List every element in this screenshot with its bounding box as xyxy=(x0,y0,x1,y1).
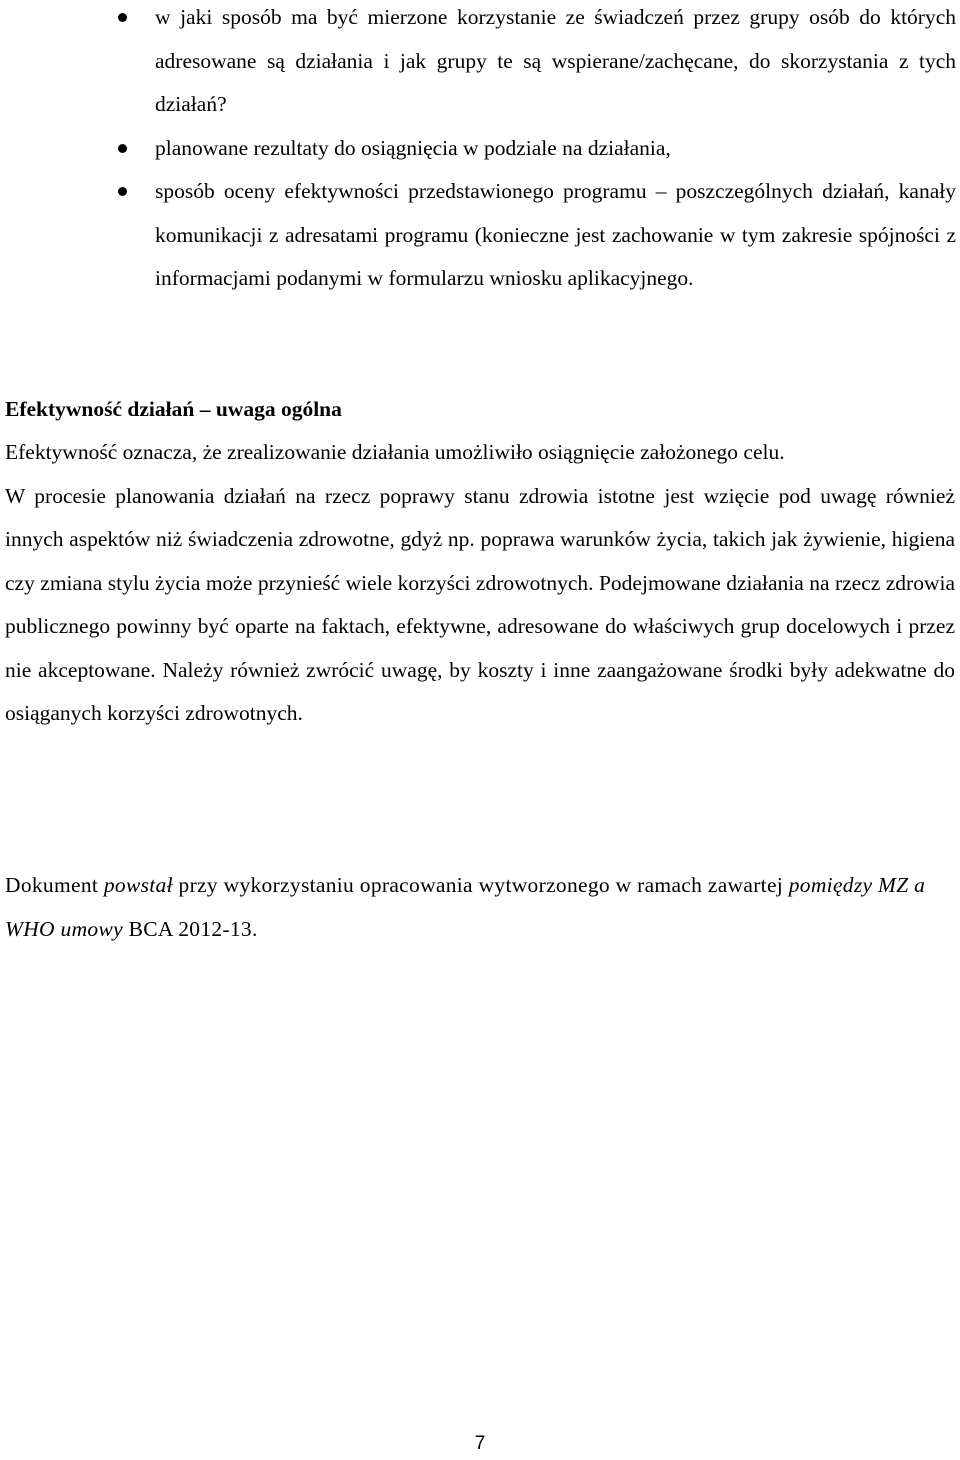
bullet-text: sposób oceny efektywności przedstawionego programu – poszczególnych działań, kanały komunikacji z adresatami programu (konieczne jest zachowanie w tym zakresie spójności z informacjami podanymi w formularzu wniosku aplikacyjnego. xyxy=(155,179,956,290)
bullet-item-effectiveness-assessment xyxy=(0,170,960,301)
source-note xyxy=(5,864,955,951)
bullet-dot-icon xyxy=(118,187,127,196)
bullet-list xyxy=(0,0,960,301)
section-heading: Efektywność działań – uwaga ogólna xyxy=(5,397,342,421)
bullet-item-usage-measurement xyxy=(0,0,960,127)
bullet-dot-icon xyxy=(118,13,127,22)
source-note-text: BCA 2012-13. xyxy=(122,916,258,941)
paragraph-planning: W procesie planowania działań na rzecz poprawy stanu zdrowia istotne jest wzięcie pod uwagę również innych aspektów niż świadczenia zdrowotne, gdyż np. poprawa warunków życia, takich jak żywienie, higiena czy zmiana stylu życia może przynieść wiele korzyści zdrowotnych. Podejmowane działania na rzecz zdrowia publicznego powinny być oparte na faktach, efektywne, adresowane do właściwych grup docelowych i przez nie akceptowane. Należy również zwrócić uwagę, by koszty i inne zaangażowane środki były adekwatne do osiąganych korzyści zdrowotnych. xyxy=(5,483,955,725)
page-number: 7 xyxy=(474,1433,486,1454)
bullet-text: w jaki sposób ma być mierzone korzystanie ze świadczeń przez grupy osób do których adresowane są działania i jak grupy te są wspierane/zachęcane, do skorzystania z tych działań? xyxy=(155,5,956,116)
source-note-text: przy wykorzystaniu opracowania wytworzonego w ramach zawartej xyxy=(172,873,789,897)
bullet-text: planowane rezultaty do osiągnięcia w podziale na działania, xyxy=(155,135,671,160)
source-note-text: Dokument xyxy=(5,873,104,897)
source-note-italic: powstał xyxy=(103,873,173,897)
section-body xyxy=(5,431,955,736)
bullet-dot-icon xyxy=(118,144,127,153)
paragraph-definition: Efektywność oznacza, że zrealizowanie działania umożliwiło osiągnięcie założonego celu. xyxy=(5,440,785,464)
source-note-italic: pomiędzy MZ a WHO umowy xyxy=(5,873,926,941)
bullet-item-planned-results xyxy=(0,127,960,171)
